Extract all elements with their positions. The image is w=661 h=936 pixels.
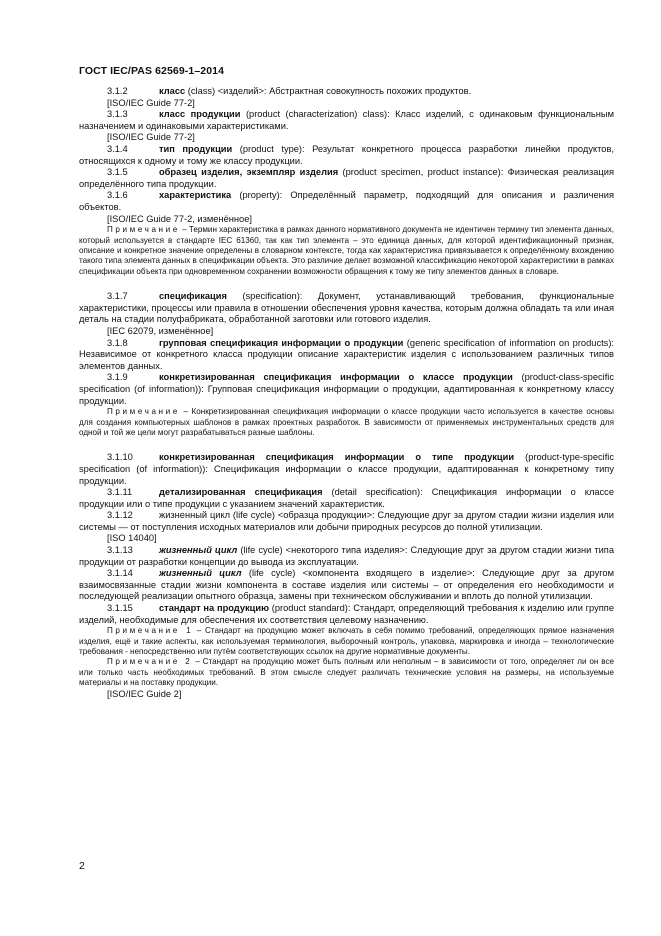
note-text: – Конкретизированная спецификация информации о классе продукции часто используется в качестве основы для создания компьютерных шаблонов в рамках проектных разработок. В зависимости от применяемых инструментальных средств для одной и той же цели могут разрабатываться разные шаблоны. (79, 407, 614, 437)
term: класс продукции (159, 109, 241, 120)
term: конкретизированная спецификация информации о классе продукции (159, 372, 513, 383)
note (79, 407, 614, 438)
entry-reference: [ISO 14040] (107, 533, 157, 544)
term-entry-3-1-7 (79, 291, 614, 326)
entry-reference: [ISO/IEC Guide 2] (107, 688, 182, 699)
term-entry-3-1-9 (79, 372, 614, 407)
term: жизненный цикл (159, 545, 238, 556)
term-entry-3-1-2 (79, 86, 614, 98)
entry-number: 3.1.5 (107, 167, 128, 178)
definition: (class) <изделий>: Абстрактная совокупность похожих продуктов. (185, 86, 472, 96)
entry-reference: [IEC 62079, изменённое] (107, 325, 214, 336)
terms-content (79, 86, 614, 700)
term-entry-3-1-15 (79, 603, 614, 626)
term-entry-3-1-14 (79, 568, 614, 603)
term-entry-3-1-12 (79, 510, 614, 533)
term-entry-3-1-4 (79, 144, 614, 167)
definition: (detail specification): Спецификация информации о классе продукции или о типе продукции с указанием значений характеристик. (79, 487, 615, 509)
definition: (property): Определённый параметр, подходящий для описания и различения объектов. (79, 190, 614, 212)
entry-number: 3.1.14 (107, 568, 133, 579)
definition: (generic specification of information on products): Независимое от конкретного класса продукции описание характеристик изделия с использованием различных типов элементов данных. (79, 337, 615, 371)
term: стандарт на продукцию (159, 603, 270, 614)
term-entry-3-1-6 (79, 190, 614, 213)
note-text: – Термин характеристика в рамках данного нормативного документа не идентичен термину тип элемента данных, который используется в стандарте IEC 61360, так как тип элемента – это единица данных, для которой идентификационный признак, описание и конкретное значение определены в словарном контексте, тогда как характеристика привязывается к определённому вхождению такого типа элемента данных в спецификации объекта. Это различие делает возможной классификацию некоторой характеристики в рамках спецификации объекта при одновременном сохранении возможности обращения к тому же типу элементов данных в словаре. (79, 225, 614, 276)
entry-number: 3.1.3 (107, 109, 128, 120)
entry-number: 3.1.10 (107, 452, 133, 463)
term-entry-3-1-10 (79, 452, 614, 487)
term-entry-3-1-11 (79, 487, 614, 510)
note-label: Примечание (107, 407, 180, 417)
term: конкретизированная спецификация информации о типе продукции (159, 452, 515, 463)
entry-number: 3.1.11 (107, 487, 133, 498)
definition: (product-class-specific specification (of information)): Групповая спецификация информации о продукции, адаптированная к конкретному классу продукции. (79, 372, 614, 406)
entry-number: 3.1.13 (107, 545, 133, 556)
term-entry-3-1-8 (79, 338, 614, 373)
term: образец изделия, экземпляр изделия (159, 167, 339, 178)
term: жизненный цикл (159, 568, 242, 579)
entry-number: 3.1.9 (107, 372, 128, 383)
entry-reference: [ISO/IEC Guide 77-2, изменённое] (107, 213, 252, 224)
definition: (product standard): Стандарт, определяющий требования к изделию или группе изделий, необходимые для обеспечения их соответствия целевому назначению. (79, 603, 615, 625)
entry-number: 3.1.6 (107, 190, 128, 201)
term-entry-3-1-13 (79, 545, 614, 568)
term: жизненный цикл (159, 510, 231, 521)
definition: (product type): Результат конкретного процесса разработки линейки продуктов, относящихся к одному и тому же классу продукции. (79, 143, 614, 166)
term-entry-3-1-5 (79, 167, 614, 190)
document-header: ГОСТ IEC/PAS 62569-1–2014 (79, 65, 225, 77)
entry-number: 3.1.15 (107, 603, 133, 614)
entry-number: 3.1.7 (107, 291, 128, 302)
note-label: Примечание (107, 225, 180, 235)
entry-number: 3.1.12 (107, 510, 133, 521)
note-2 (79, 657, 614, 688)
definition: (product-type-specific specification (of information)): Спецификация информации о классе продукции, адаптированная к конкретному типу продукции. (79, 452, 615, 486)
definition: (product specimen, product instance): Физическая реализация определённого типа продукции. (79, 167, 614, 189)
note-1 (79, 626, 614, 657)
term: детализированная спецификация (159, 487, 323, 498)
definition: (life cycle) <компонента входящего в изделие>: Следующие друг за другом взаимосвязанные стадии жизни компонента в составе изделия или системы – от определения его необходимости и последующей реализации опытного образца, замены при техническом обслуживании и вплоть до полной утилизации. (79, 568, 614, 602)
definition: (specification): Документ, устанавливающий требования, функциональные характеристики, процессы или правила в отношении обеспечения уровня качества, которым должна обладать та или иная деталь на стадии полуфабриката, обработанной заготовки или готового изделия. (79, 291, 614, 325)
term: характеристика (159, 190, 232, 201)
definition: (life cycle) <образца продукции>: Следующие друг за другом стадии жизни изделия или системы — от поступления исходных материалов или добычи природных ресурсов до полной утилизации. (79, 510, 614, 532)
page-number: 2 (79, 860, 85, 872)
note-text: – Стандарт на продукцию может включать в себя помимо требований, определяющих прямое назначения изделия, ещё и такие аспекты, как используемая терминология, выборочный контроль, упаковка, маркировка и иногда – технологические требования - непосредственно или путём соответствующих ссылок на другие нормативные документы. (79, 626, 614, 657)
term: спецификация (159, 291, 227, 302)
entry-number: 3.1.4 (107, 143, 128, 154)
entry-reference: [ISO/IEC Guide 77-2] (107, 97, 195, 108)
note-label: Примечание 2 (107, 657, 193, 667)
definition: (product (characterization) class): Класс изделий, с одинаковым функциональным назначением и одинаковыми характеристиками. (79, 109, 614, 131)
definition: (life cycle) <некоторого типа изделия>: Следующие друг за другом стадии жизни типа продукции от разработки концепции до вывода из эксплуатации. (79, 545, 614, 567)
note-text: – Стандарт на продукцию может быть полным или неполным – в зависимости от того, определяет ли он все или только часть необходимых требований. В этом смысле следует различать технические условия на размеры, на используемые материалы и на поставку продукции. (79, 657, 614, 688)
entry-number: 3.1.8 (107, 337, 128, 348)
entry-reference: [ISO/IEC Guide 77-2] (107, 132, 195, 143)
note-label: Примечание 1 (107, 626, 194, 636)
entry-number: 3.1.2 (107, 86, 128, 96)
note (79, 225, 614, 277)
term: тип продукции (159, 143, 233, 154)
term-entry-3-1-3 (79, 109, 614, 132)
term: групповая спецификация информации о продукции (159, 337, 404, 348)
term: класс (159, 86, 186, 96)
